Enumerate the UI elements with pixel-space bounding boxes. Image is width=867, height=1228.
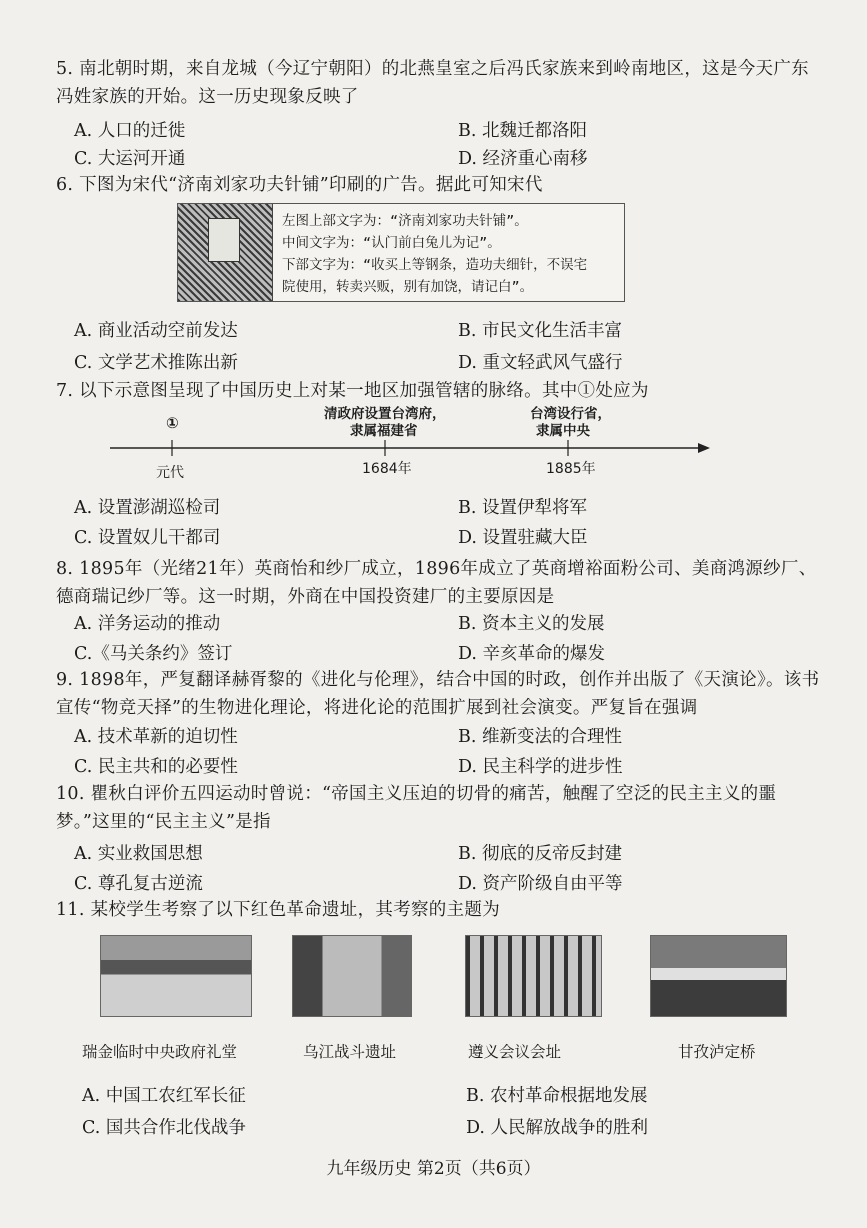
timeline-event-1684: 清政府设置台湾府， [324, 406, 446, 422]
question-6-line-1: 6. 下图为宋代“济南刘家功夫针铺”印刷的广告。据此可知宋代 [56, 175, 543, 195]
question-8-option-a[interactable]: A. 洋务运动的推动 [74, 614, 221, 634]
needle-shop-advertisement [177, 203, 625, 302]
timeline-year-yuan: 元代 [156, 465, 184, 481]
question-7-option-d[interactable]: D. 设置驻藏大臣 [458, 528, 588, 548]
question-6-option-a[interactable]: A. 商业活动空前发达 [74, 321, 238, 341]
ruijin-hall-photo [100, 935, 252, 1017]
question-10-option-d[interactable]: D. 资产阶级自由平等 [458, 874, 623, 894]
question-10-line-1: 10. 瞿秋白评价五四运动时曾说：“帝国主义压迫的切骨的痛苦，触醒了空泛的民主主义的噩 [56, 784, 777, 804]
ad-text-line: 院使用，转卖兴贩，别有加饶，请记白”。 [282, 279, 534, 295]
photo-caption-ruijin: 瑞金临时中央政府礼堂 [82, 1043, 238, 1061]
question-8-line-2: 德商瑞记纱厂等。这一时期，外商在中国投资建厂的主要原因是 [56, 587, 555, 607]
question-8-option-c[interactable]: C.《马关条约》签订 [74, 644, 233, 664]
question-5-option-b[interactable]: B. 北魏迁都洛阳 [458, 121, 587, 141]
question-5 [56, 55, 816, 111]
question-9-option-c[interactable]: C. 民主共和的必要性 [74, 757, 238, 777]
question-11-option-b[interactable]: B. 农村革命根据地发展 [466, 1086, 648, 1106]
question-11-line-1: 11. 某校学生考察了以下红色革命遗址，其考察的主题为 [56, 900, 500, 920]
question-7-option-c[interactable]: C. 设置奴儿干都司 [74, 528, 221, 548]
question-11 [56, 896, 816, 924]
question-6-option-b[interactable]: B. 市民文化生活丰富 [458, 321, 622, 341]
advertisement-print-image [178, 204, 273, 301]
photo-caption-luding: 甘孜泸定桥 [678, 1043, 756, 1061]
white-rabbit-figure [208, 218, 240, 262]
question-9 [56, 666, 820, 722]
question-9-option-b[interactable]: B. 维新变法的合理性 [458, 727, 622, 747]
question-6-option-c[interactable]: C. 文学艺术推陈出新 [74, 353, 238, 373]
question-5-line-1: 5. 南北朝时期，来自龙城（今辽宁朝阳）的北燕皇室之后冯氏家族来到岭南地区，这是今天广东 [56, 59, 809, 79]
wujiang-battle-site-photo [292, 935, 412, 1017]
timeline-event-1885: 台湾设行省， [530, 406, 611, 422]
question-5-option-a[interactable]: A. 人口的迁徙 [74, 121, 186, 141]
ad-text-line: 左图上部文字为：“济南刘家功夫针铺”。 [282, 213, 528, 229]
question-7-option-b[interactable]: B. 设置伊犁将军 [458, 498, 587, 518]
question-8-option-b[interactable]: B. 资本主义的发展 [458, 614, 605, 634]
question-9-option-d[interactable]: D. 民主科学的进步性 [458, 757, 623, 777]
question-10-option-c[interactable]: C. 尊孔复古逆流 [74, 874, 203, 894]
question-9-line-1: 9. 1898年，严复翻译赫胥黎的《进化与伦理》，结合中国的时政，创作并出版了《天演论》。该书 [56, 670, 820, 690]
ad-text-line: 下部文字为：“收买上等钢条，造功夫细针，不误宅 [282, 257, 588, 273]
photo-caption-wujiang: 乌江战斗遗址 [303, 1043, 397, 1061]
question-8-line-1: 8. 1895年（光绪21年）英商怡和纱厂成立，1896年成立了英商增裕面粉公司、美商鸿源纱厂、 [56, 559, 817, 579]
taiwan-governance-timeline [100, 400, 720, 481]
advertisement-description [282, 210, 618, 298]
revolutionary-sites-photos [80, 935, 800, 1015]
question-10-option-a[interactable]: A. 实业救国思想 [74, 844, 203, 864]
question-8-option-d[interactable]: D. 辛亥革命的爆发 [458, 644, 606, 664]
page-footer: 九年级历史 第2页（共6页） [326, 1159, 541, 1179]
timeline-marker-1: ① [166, 414, 179, 432]
question-8 [56, 555, 816, 611]
question-11-option-c[interactable]: C. 国共合作北伐战争 [82, 1118, 246, 1138]
question-11-option-d[interactable]: D. 人民解放战争的胜利 [466, 1118, 649, 1138]
question-7-line-1: 7. 以下示意图呈现了中国历史上对某一地区加强管辖的脉络。其中①处应为 [56, 381, 649, 401]
question-10 [56, 780, 816, 836]
question-5-option-d[interactable]: D. 经济重心南移 [458, 149, 588, 169]
timeline-event-1684-line-2: 隶属福建省 [350, 423, 418, 439]
zunyi-meeting-site-photo [465, 935, 602, 1017]
question-5-line-2: 冯姓家族的开始。这一历史现象反映了 [56, 87, 359, 107]
ad-text-line: 中间文字为：“认门前白兔儿为记”。 [282, 235, 501, 251]
timeline-year-1684: 1684年 [362, 461, 412, 477]
timeline-event-1885-line-2: 隶属中央 [536, 423, 590, 439]
question-9-line-2: 宣传“物竞天择”的生物进化理论，将进化论的范围扩展到社会演变。严复旨在强调 [56, 698, 698, 718]
photo-caption-zunyi: 遵义会议会址 [468, 1043, 562, 1061]
question-10-option-b[interactable]: B. 彻底的反帝反封建 [458, 844, 622, 864]
question-5-option-c[interactable]: C. 大运河开通 [74, 149, 186, 169]
question-6-option-d[interactable]: D. 重文轻武风气盛行 [458, 353, 623, 373]
question-6 [56, 171, 816, 199]
question-10-line-2: 梦。”这里的“民主主义”是指 [56, 812, 271, 832]
question-9-option-a[interactable]: A. 技术革新的迫切性 [74, 727, 238, 747]
luding-bridge-photo [650, 935, 787, 1017]
question-11-option-a[interactable]: A. 中国工农红军长征 [82, 1086, 246, 1106]
question-7-option-a[interactable]: A. 设置澎湖巡检司 [74, 498, 221, 518]
timeline-year-1885: 1885年 [546, 461, 596, 477]
